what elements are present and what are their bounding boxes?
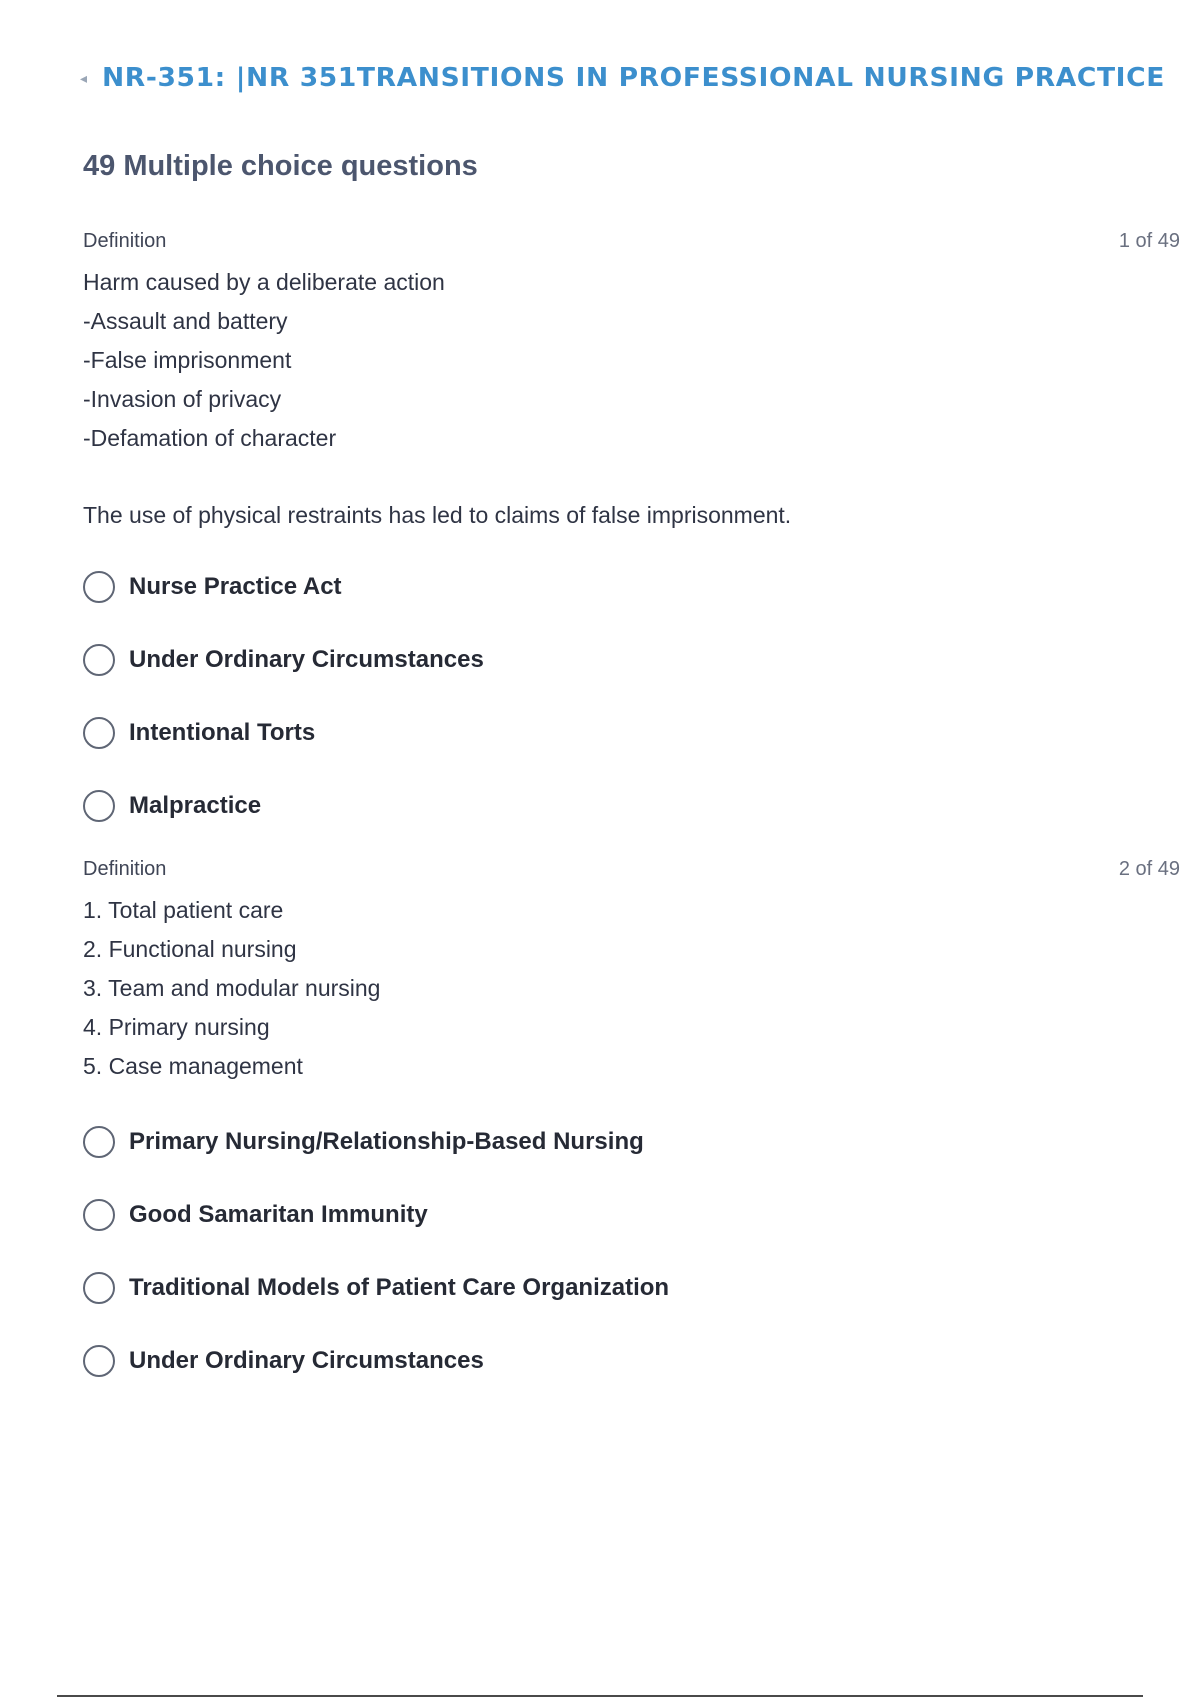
question-card	[83, 854, 1180, 1397]
radio-button[interactable]	[83, 1345, 115, 1377]
definition-text	[83, 263, 1180, 458]
definition-line: 5. Case management	[83, 1053, 303, 1079]
definition-line: -False imprisonment	[83, 347, 292, 373]
answer-option-label[interactable]: Good Samaritan Immunity	[129, 1200, 428, 1228]
course-header	[80, 58, 1190, 98]
radio-button[interactable]	[83, 1199, 115, 1231]
definition-line: 2. Functional nursing	[83, 936, 297, 962]
answer-option[interactable]	[83, 1251, 1180, 1324]
definition-line: 1. Total patient care	[83, 897, 284, 923]
answer-option[interactable]	[83, 623, 1180, 696]
radio-button[interactable]	[83, 1272, 115, 1304]
radio-button[interactable]	[83, 644, 115, 676]
course-title[interactable]: NR-351: |NR 351TRANSITIONS IN PROFESSIONAL NURSING PRACTICE	[102, 63, 1165, 93]
answer-option[interactable]	[83, 1324, 1180, 1397]
answer-options	[83, 550, 1180, 842]
answer-option[interactable]	[83, 1105, 1180, 1178]
definition-line: -Assault and battery	[83, 308, 288, 334]
definition-line: -Defamation of character	[83, 425, 337, 451]
answer-options	[83, 1105, 1180, 1397]
answer-option[interactable]	[83, 696, 1180, 769]
definition-line: 3. Team and modular nursing	[83, 975, 381, 1001]
answer-option-label[interactable]: Nurse Practice Act	[129, 572, 342, 600]
definition-note: The use of physical restraints has led to claims of false imprisonment.	[83, 502, 792, 528]
answer-option-label[interactable]: Intentional Torts	[129, 718, 316, 746]
answer-option-label[interactable]: Malpractice	[129, 791, 262, 819]
answer-option-label[interactable]: Primary Nursing/Relationship-Based Nursing	[129, 1127, 644, 1155]
definition-line: -Invasion of privacy	[83, 386, 282, 412]
radio-button[interactable]	[83, 717, 115, 749]
question-card	[83, 226, 1180, 842]
question-counter: 2 of 49	[1118, 858, 1180, 880]
answer-option-label[interactable]: Traditional Models of Patient Care Organization	[129, 1273, 670, 1301]
answer-option[interactable]	[83, 1178, 1180, 1251]
question-set-title: 49 Multiple choice questions	[83, 150, 478, 182]
question-label: Definition	[83, 230, 167, 252]
answer-option-label[interactable]: Under Ordinary Circumstances	[129, 1346, 484, 1374]
question-label: Definition	[83, 858, 167, 880]
answer-option[interactable]	[83, 769, 1180, 842]
definition-line: 4. Primary nursing	[83, 1014, 270, 1040]
footer-divider	[57, 1695, 1143, 1697]
definition-line: Harm caused by a deliberate action	[83, 269, 445, 295]
answer-option[interactable]	[83, 550, 1180, 623]
definition-text	[83, 891, 1180, 1086]
radio-button[interactable]	[83, 1126, 115, 1158]
question-counter: 1 of 49	[1118, 230, 1180, 252]
collapse-arrow-icon[interactable]: ◂	[80, 69, 88, 86]
answer-option-label[interactable]: Under Ordinary Circumstances	[129, 645, 484, 673]
radio-button[interactable]	[83, 790, 115, 822]
radio-button[interactable]	[83, 571, 115, 603]
